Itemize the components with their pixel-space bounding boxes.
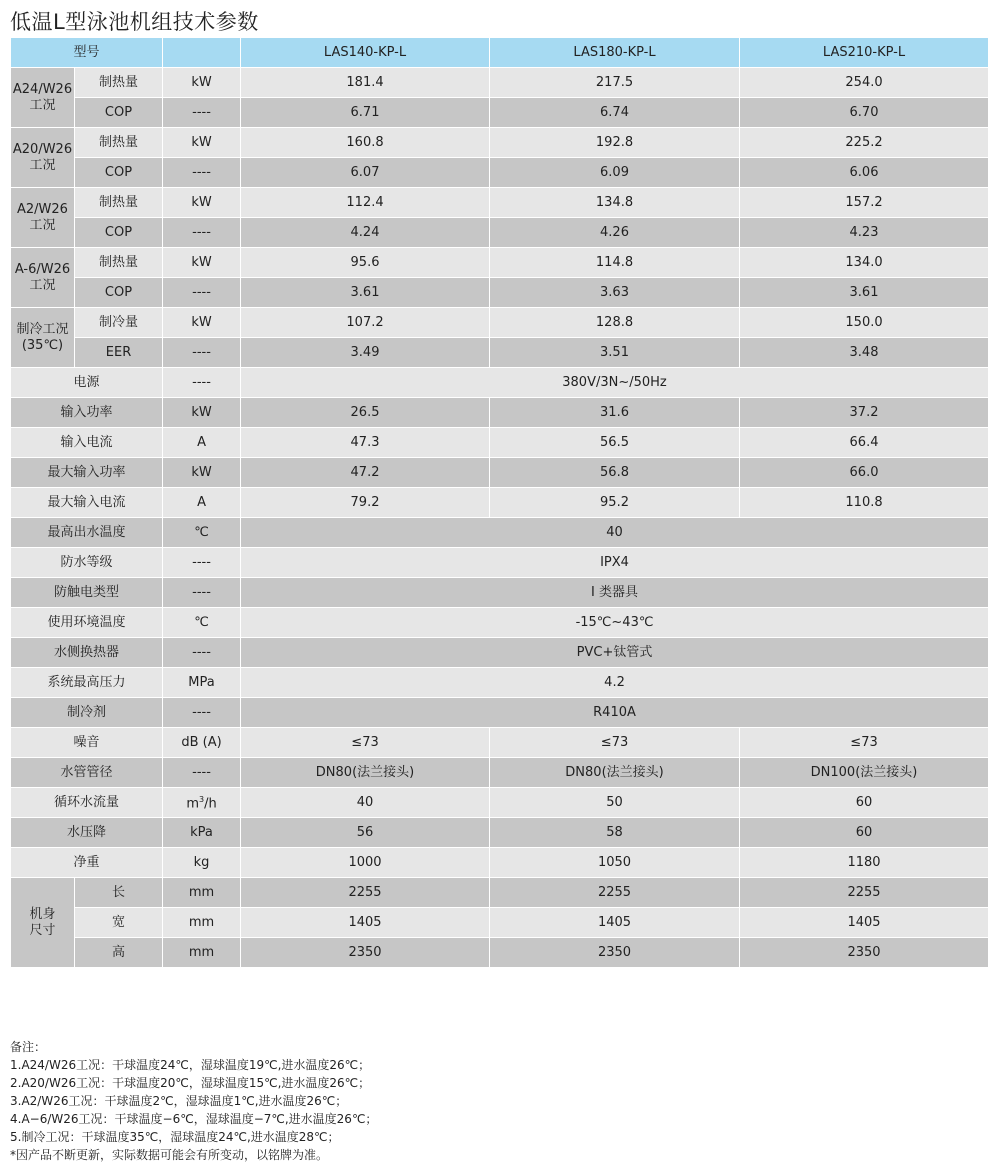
table-row (11, 218, 989, 248)
value-cell: DN80(法兰接头) (490, 758, 740, 788)
note-line: 5.制冷工况：干球温度35℃，湿球温度24℃,进水温度28℃； (10, 1130, 340, 1144)
value-cell: 31.6 (490, 398, 740, 428)
table-row (11, 368, 989, 398)
value-cell: 2255 (740, 878, 989, 908)
table-row (11, 278, 989, 308)
value-cell: 56.5 (490, 428, 740, 458)
param-label: 水压降 (11, 818, 163, 848)
header-model-1: LAS180-KP-L (490, 38, 740, 68)
param-label: 制热量 (75, 248, 163, 278)
value-cell: 160.8 (241, 128, 490, 158)
table-header-row (11, 38, 989, 68)
value-cell: 56 (241, 818, 490, 848)
unit-label: ---- (163, 338, 241, 368)
table-row (11, 548, 989, 578)
value-cell: 47.2 (241, 458, 490, 488)
value-cell: 40 (241, 788, 490, 818)
value-cell: DN80(法兰接头) (241, 758, 490, 788)
condition-group-label: A-6/W26 工况 (11, 248, 75, 308)
note-line: 4.A−6/W26工况：干球温度−6℃，湿球温度−7℃,进水温度26℃； (10, 1112, 378, 1126)
param-label: 长 (75, 878, 163, 908)
merged-value-cell: I 类器具 (241, 578, 989, 608)
unit-label: ---- (163, 218, 241, 248)
value-cell: 2255 (490, 878, 740, 908)
value-cell: 1000 (241, 848, 490, 878)
notes (10, 1038, 377, 1164)
param-label: 电源 (11, 368, 163, 398)
value-cell: 79.2 (241, 488, 490, 518)
param-label: 宽 (75, 908, 163, 938)
table-row (11, 878, 989, 908)
value-cell: 1405 (490, 908, 740, 938)
unit-label: ---- (163, 98, 241, 128)
param-label: COP (75, 218, 163, 248)
param-label: 制热量 (75, 128, 163, 158)
note-line: 2.A20/W26工况：干球温度20℃，湿球温度15℃,进水温度26℃； (10, 1076, 371, 1090)
value-cell: 217.5 (490, 68, 740, 98)
value-cell: 110.8 (740, 488, 989, 518)
value-cell: 114.8 (490, 248, 740, 278)
table-row (11, 188, 989, 218)
unit-label: A (163, 428, 241, 458)
table-row (11, 158, 989, 188)
value-cell: ≤73 (490, 728, 740, 758)
value-cell: 254.0 (740, 68, 989, 98)
value-cell: 50 (490, 788, 740, 818)
param-label: COP (75, 158, 163, 188)
value-cell: 107.2 (241, 308, 490, 338)
value-cell: 58 (490, 818, 740, 848)
unit-label: ---- (163, 698, 241, 728)
unit-label: kW (163, 188, 241, 218)
table-row (11, 818, 989, 848)
value-cell: 47.3 (241, 428, 490, 458)
table-row (11, 398, 989, 428)
value-cell: 1405 (740, 908, 989, 938)
param-label: 防触电类型 (11, 578, 163, 608)
value-cell: 2350 (241, 938, 490, 968)
note-line: 1.A24/W26工况：干球温度24℃，湿球温度19℃,进水温度26℃； (10, 1058, 371, 1072)
unit-label: dB (A) (163, 728, 241, 758)
table-row (11, 578, 989, 608)
unit-label: ---- (163, 368, 241, 398)
header-model-label: 型号 (11, 38, 163, 68)
param-label: 水管管径 (11, 758, 163, 788)
condition-group-label: A24/W26 工况 (11, 68, 75, 128)
param-label: 最大输入功率 (11, 458, 163, 488)
value-cell: 66.4 (740, 428, 989, 458)
merged-value-cell: R410A (241, 698, 989, 728)
table-row (11, 458, 989, 488)
unit-label: ℃ (163, 518, 241, 548)
unit-label: mm (163, 908, 241, 938)
param-label: 最大输入电流 (11, 488, 163, 518)
table-row (11, 338, 989, 368)
unit-label: kW (163, 458, 241, 488)
param-label: 制热量 (75, 188, 163, 218)
value-cell: 2255 (241, 878, 490, 908)
value-cell: 95.2 (490, 488, 740, 518)
value-cell: 6.74 (490, 98, 740, 128)
unit-label: ---- (163, 638, 241, 668)
unit-label: mm (163, 878, 241, 908)
param-label: 制热量 (75, 68, 163, 98)
unit-label: ---- (163, 158, 241, 188)
value-cell: 225.2 (740, 128, 989, 158)
table-row (11, 788, 989, 818)
value-cell: 112.4 (241, 188, 490, 218)
merged-value-cell: PVC+钛管式 (241, 638, 989, 668)
value-cell: 128.8 (490, 308, 740, 338)
value-cell: 56.8 (490, 458, 740, 488)
unit-label: kg (163, 848, 241, 878)
value-cell: 3.61 (740, 278, 989, 308)
value-cell: 66.0 (740, 458, 989, 488)
table-row (11, 518, 989, 548)
value-cell: 2350 (490, 938, 740, 968)
table-row (11, 98, 989, 128)
value-cell: 4.24 (241, 218, 490, 248)
unit-label: kW (163, 68, 241, 98)
param-label: 水侧换热器 (11, 638, 163, 668)
param-label: 噪音 (11, 728, 163, 758)
unit-label: kW (163, 128, 241, 158)
table-row (11, 68, 989, 98)
table-row (11, 728, 989, 758)
value-cell: 157.2 (740, 188, 989, 218)
value-cell: 1050 (490, 848, 740, 878)
value-cell: 181.4 (241, 68, 490, 98)
value-cell: 134.0 (740, 248, 989, 278)
unit-label: ---- (163, 548, 241, 578)
unit-label: kW (163, 308, 241, 338)
value-cell: 60 (740, 788, 989, 818)
header-model-2: LAS210-KP-L (740, 38, 989, 68)
value-cell: 6.07 (241, 158, 490, 188)
value-cell: 6.09 (490, 158, 740, 188)
param-label: 输入电流 (11, 428, 163, 458)
value-cell: 37.2 (740, 398, 989, 428)
merged-value-cell: 380V/3N~/50Hz (241, 368, 989, 398)
value-cell: 26.5 (241, 398, 490, 428)
param-label: 防水等级 (11, 548, 163, 578)
merged-value-cell: 4.2 (241, 668, 989, 698)
value-cell: 2350 (740, 938, 989, 968)
value-cell: 3.51 (490, 338, 740, 368)
value-cell: 4.26 (490, 218, 740, 248)
table-row (11, 758, 989, 788)
param-label: EER (75, 338, 163, 368)
value-cell: 192.8 (490, 128, 740, 158)
value-cell: 3.49 (241, 338, 490, 368)
param-label: 制冷量 (75, 308, 163, 338)
param-label: 循环水流量 (11, 788, 163, 818)
merged-value-cell: -15℃~43℃ (241, 608, 989, 638)
param-label: 最高出水温度 (11, 518, 163, 548)
merged-value-cell: IPX4 (241, 548, 989, 578)
table-row (11, 608, 989, 638)
condition-group-label: A20/W26 工况 (11, 128, 75, 188)
unit-label: mm (163, 938, 241, 968)
param-label: COP (75, 278, 163, 308)
value-cell: 134.8 (490, 188, 740, 218)
table-row (11, 848, 989, 878)
table-row (11, 638, 989, 668)
unit-label: ---- (163, 278, 241, 308)
unit-label: $m^3/h$ (163, 788, 241, 818)
unit-label: kW (163, 248, 241, 278)
unit-label: ---- (163, 578, 241, 608)
table-row (11, 668, 989, 698)
param-label: 净重 (11, 848, 163, 878)
param-label: 制冷剂 (11, 698, 163, 728)
unit-label: ---- (163, 758, 241, 788)
param-label: 使用环境温度 (11, 608, 163, 638)
value-cell: 6.70 (740, 98, 989, 128)
value-cell: DN100(法兰接头) (740, 758, 989, 788)
value-cell: 4.23 (740, 218, 989, 248)
param-label: 系统最高压力 (11, 668, 163, 698)
table-row (11, 428, 989, 458)
condition-group-label: A2/W26 工况 (11, 188, 75, 248)
table-row (11, 488, 989, 518)
unit-label: kW (163, 398, 241, 428)
unit-label: A (163, 488, 241, 518)
dimensions-group-label: 机身 尺寸 (11, 878, 75, 968)
header-unit-cell (163, 38, 241, 68)
value-cell: 95.6 (241, 248, 490, 278)
value-cell: ≤73 (241, 728, 490, 758)
header-model-0: LAS140-KP-L (241, 38, 490, 68)
value-cell: ≤73 (740, 728, 989, 758)
value-cell: 6.06 (740, 158, 989, 188)
param-label: COP (75, 98, 163, 128)
table-row (11, 938, 989, 968)
unit-label: ℃ (163, 608, 241, 638)
value-cell: 3.48 (740, 338, 989, 368)
table-row (11, 908, 989, 938)
unit-label: MPa (163, 668, 241, 698)
page-title: 低温L型泳池机组技术参数 (10, 10, 259, 34)
value-cell: 1180 (740, 848, 989, 878)
value-cell: 3.61 (241, 278, 490, 308)
unit-label: kPa (163, 818, 241, 848)
condition-group-label: 制冷工况 (35℃) (11, 308, 75, 368)
note-line: *因产品不断更新，实际数据可能会有所变动，以铭牌为准。 (10, 1148, 329, 1162)
param-label: 输入功率 (11, 398, 163, 428)
table-row (11, 128, 989, 158)
value-cell: 60 (740, 818, 989, 848)
value-cell: 6.71 (241, 98, 490, 128)
spec-table (10, 37, 989, 968)
value-cell: 3.63 (490, 278, 740, 308)
merged-value-cell: 40 (241, 518, 989, 548)
note-line: 3.A2/W26工况：干球温度2℃，湿球温度1℃,进水温度26℃； (10, 1094, 348, 1108)
value-cell: 1405 (241, 908, 490, 938)
param-label: 高 (75, 938, 163, 968)
table-row (11, 698, 989, 728)
notes-heading: 备注： (10, 1040, 47, 1054)
table-row (11, 248, 989, 278)
table-row (11, 308, 989, 338)
value-cell: 150.0 (740, 308, 989, 338)
